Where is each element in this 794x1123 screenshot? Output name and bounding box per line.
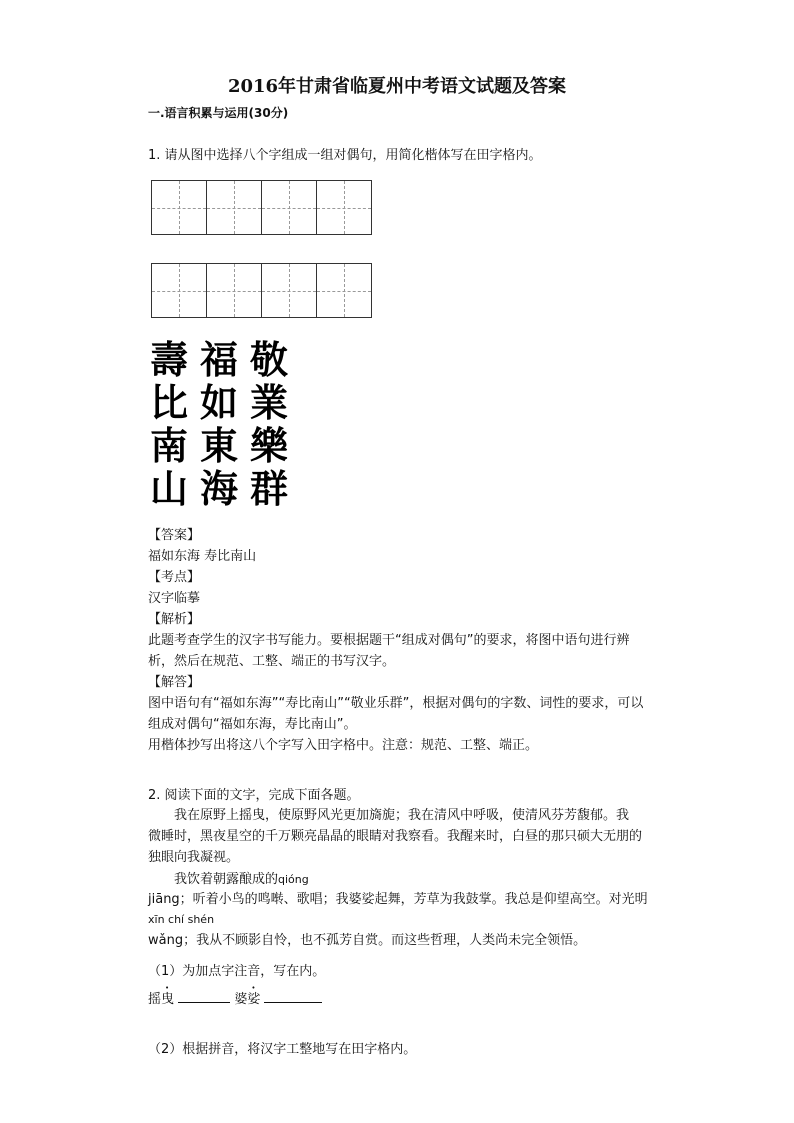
word-ye-dotted: 曳 bbox=[161, 992, 175, 1007]
calligraphy-image bbox=[146, 338, 296, 510]
calligraphy-char: 東 bbox=[199, 423, 238, 468]
calligraphy-char: 壽 bbox=[149, 337, 188, 382]
passage-p2-text: 我饮着朝露酿成的 bbox=[174, 872, 279, 887]
answer-label: 【答案】 bbox=[148, 528, 201, 543]
tian-cell[interactable] bbox=[207, 263, 262, 318]
analysis-label: 【解析】 bbox=[148, 612, 201, 627]
solution-line-1: 图中语句有“福如东海”“寿比南山”“敬业乐群”，根据对偶句的字数、词性的要求，可以 bbox=[148, 696, 644, 711]
calligraphy-char: 敬 bbox=[249, 337, 288, 382]
passage-p1-line-2: 微睡时，黑夜星空的千万颗亮晶晶的眼睛对我察看。我醒来时，白昼的那只硕大无朋的 bbox=[148, 829, 643, 844]
pinyin-qiong: qióng bbox=[278, 873, 309, 886]
solution-line-2: 组成对偶句“福如东海，寿比南山”。 bbox=[148, 717, 357, 732]
phonetic-answer-line bbox=[148, 984, 322, 1010]
point-label: 【考点】 bbox=[148, 570, 201, 585]
sub-question-2: （2）根据拼音，将汉字工整地写在田字格内。 bbox=[148, 1042, 417, 1057]
tian-cell[interactable] bbox=[317, 180, 372, 235]
tian-cell[interactable] bbox=[317, 263, 372, 318]
analysis-line-1: 此题考查学生的汉字书写能力。要根据题干“组成对偶句”的要求，将图中语句进行辨 bbox=[148, 633, 630, 648]
tian-cell[interactable] bbox=[152, 180, 207, 235]
calligraphy-char: 福 bbox=[199, 337, 238, 382]
calligraphy-column-3 bbox=[246, 338, 292, 510]
calligraphy-char: 業 bbox=[249, 380, 288, 425]
tian-cell[interactable] bbox=[152, 263, 207, 318]
calligraphy-char: 山 bbox=[149, 466, 188, 511]
passage-p2-line-1 bbox=[174, 870, 309, 890]
calligraphy-char: 群 bbox=[249, 466, 288, 511]
calligraphy-column-2 bbox=[196, 338, 242, 510]
section-heading: 一.语言积累与运用(30分) bbox=[148, 106, 289, 120]
q1-prompt: 1. 请从图中选择八个字组成一组对偶句，用简化楷体写在田字格内。 bbox=[148, 148, 542, 163]
calligraphy-char: 比 bbox=[149, 380, 188, 425]
calligraphy-char: 樂 bbox=[249, 423, 288, 468]
blank-suo[interactable] bbox=[264, 989, 322, 1003]
passage-p2-line-2: jiāng；听着小鸟的鸣啭、歌唱；我婆娑起舞，芳草为我鼓掌。我总是仰望高空。对光明 bbox=[148, 892, 648, 907]
tian-cell[interactable] bbox=[262, 180, 317, 235]
tian-cell[interactable] bbox=[207, 180, 262, 235]
tian-grid-row-1 bbox=[151, 180, 372, 235]
point-text: 汉字临摹 bbox=[148, 591, 201, 606]
tian-grid-row-2 bbox=[151, 263, 372, 318]
passage-p2-line-3: wǎng；我从不顾影自怜，也不孤芳自赏。而这些哲理，人类尚未完全领悟。 bbox=[148, 933, 587, 948]
calligraphy-char: 如 bbox=[199, 380, 238, 425]
solution-label: 【解答】 bbox=[148, 675, 201, 690]
page-title: 2016年甘肃省临夏州中考语文试题及答案 bbox=[227, 76, 567, 97]
word-yao: 摇 bbox=[148, 992, 162, 1007]
blank-ye[interactable] bbox=[178, 989, 230, 1003]
calligraphy-column-1 bbox=[146, 338, 192, 510]
calligraphy-char: 海 bbox=[199, 466, 238, 511]
solution-line-3: 用楷体抄写出将这八个字写入田字格中。注意：规范、工整、端正。 bbox=[148, 738, 539, 753]
passage-p1-line-3: 独眼向我凝视。 bbox=[148, 850, 240, 865]
word-suo-dotted: 娑 bbox=[247, 992, 261, 1007]
sub-question-1: （1）为加点字注音，写在内。 bbox=[148, 964, 326, 979]
analysis-line-2: 析，然后在规范、工整、端正的书写汉字。 bbox=[148, 654, 396, 669]
passage-p1-line-1: 我在原野上摇曳，使原野风光更加旖旎；我在清风中呼吸，使清风芬芳馥郁。我 bbox=[174, 808, 630, 823]
pinyin-xin-chi-shen: xīn chí shén bbox=[148, 913, 215, 926]
calligraphy-char: 南 bbox=[149, 423, 188, 468]
word-po: 婆 bbox=[234, 992, 248, 1007]
answer-text: 福如东海 寿比南山 bbox=[148, 549, 257, 564]
tian-cell[interactable] bbox=[262, 263, 317, 318]
q2-prompt: 2. 阅读下面的文字，完成下面各题。 bbox=[148, 788, 360, 803]
